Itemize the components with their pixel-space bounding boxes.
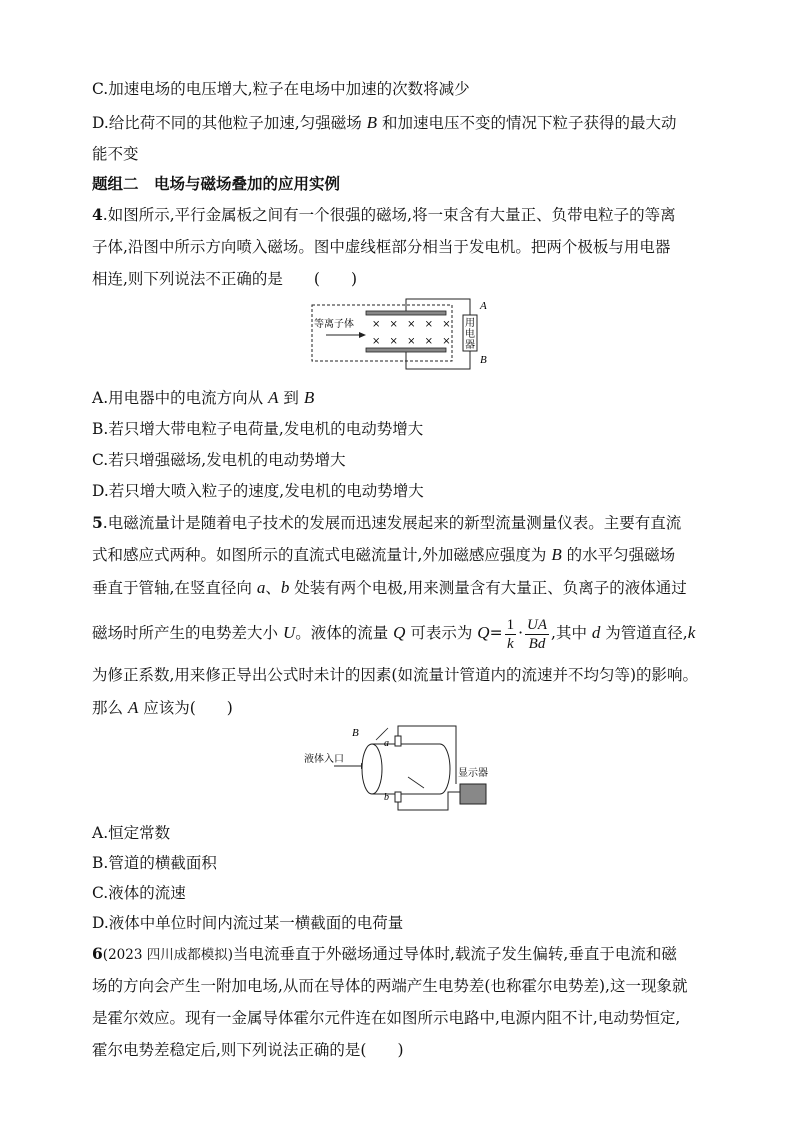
display-label: 显示器 bbox=[458, 768, 488, 779]
q4-option-d: D.若只增大喷入粒子的速度,发电机的电动势增大 bbox=[92, 482, 424, 500]
q5-line1: 5.电磁流量计是随着电子技术的发展而迅速发展起来的新型流量测量仪表。主要有直流 bbox=[92, 513, 682, 532]
top-plate bbox=[366, 311, 446, 315]
display-meter-box bbox=[460, 784, 486, 804]
plasma-label: 等离子体 bbox=[314, 319, 354, 330]
magnetic-field-marks-row1: × × × × × bbox=[372, 319, 454, 330]
q4-option-b: B.若只增大带电粒子电荷量,发电机的电动势增大 bbox=[92, 420, 424, 438]
q3-option-c: C.加速电场的电压增大,粒子在电场中加速的次数将减少 bbox=[92, 80, 470, 98]
electrode-a bbox=[395, 736, 401, 746]
fraction-1-over-k: $\frac{1}{k}$ bbox=[506, 616, 515, 652]
q5-option-d: D.液体中单位时间内流过某一横截面的电荷量 bbox=[92, 914, 404, 932]
magnetic-field-marks-row2: × × × × × bbox=[372, 336, 454, 347]
q5-line2: 式和感应式两种。如图所示的直流式电磁流量计,外加磁感应强度为 B 的水平匀强磁场 bbox=[92, 545, 676, 564]
q5-line3: 垂直于管轴,在竖直径向 a、b 处装有两个电极,用来测量含有大量正、负离子的液体通过 bbox=[92, 578, 687, 597]
q4-plasma-generator-figure bbox=[300, 293, 500, 380]
q5-line4-formula: 磁场时所产生的电势差大小 U。液体的流量 Q 可表示为 Q= $\frac{1}{k}$ · $\frac{UA}{Bd}$ ,其中 d 为管道直径,k bbox=[92, 616, 696, 652]
q3-option-d-line1: D.给比荷不同的其他粒子加速,匀强磁场 B 和加速电压不变的情况下粒子获得的最大动 bbox=[92, 113, 677, 132]
q5-option-a: A.恒定常数 bbox=[92, 824, 171, 842]
q4-option-c: C.若只增强磁场,发电机的电动势增大 bbox=[92, 451, 346, 469]
electrode-a-label: a bbox=[384, 738, 389, 749]
electrode-b bbox=[395, 792, 401, 802]
q6-line2: 场的方向会产生一附加电场,从而在导体的两端产生电势差(也称霍尔电势差),这一现象就 bbox=[92, 977, 688, 995]
wire-a bbox=[398, 726, 456, 784]
fraction-ua-over-bd: $\frac{UA}{Bd}$ bbox=[527, 616, 548, 652]
liquid-inlet-label: 液体入口 bbox=[304, 754, 344, 765]
electrode-b-label: b bbox=[384, 792, 389, 803]
pipe-back-end bbox=[440, 744, 450, 794]
device-char-3: 器 bbox=[465, 340, 475, 351]
section-heading: 题组二 电场与磁场叠加的应用实例 bbox=[92, 174, 341, 193]
q5-line6: 那么 A 应该为( ) bbox=[92, 698, 233, 717]
terminal-a-label: A bbox=[480, 300, 487, 312]
wire-b bbox=[398, 792, 460, 810]
q5-option-b: B.管道的横截面积 bbox=[92, 854, 217, 872]
q3-option-d-line2: 能不变 bbox=[92, 145, 139, 163]
q5-line5: 为修正系数,用来修正导出公式时未计的因素(如流量计管道内的流速并不均匀等)的影响。 bbox=[92, 666, 699, 684]
q5-flowmeter-figure bbox=[300, 722, 500, 814]
q6-line4: 霍尔电势差稳定后,则下列说法正确的是( ) bbox=[92, 1041, 404, 1059]
q4-line3: 相连,则下列说法不正确的是 ( ) bbox=[92, 270, 358, 288]
q4-line2: 子体,沿图中所示方向喷入磁场。图中虚线框部分相当于发电机。把两个极板与用电器 bbox=[92, 238, 671, 256]
bottom-plate bbox=[366, 348, 446, 352]
field-b-label: B bbox=[352, 727, 359, 739]
pipe-section-mark bbox=[408, 777, 424, 788]
pipe-front-end bbox=[362, 744, 382, 794]
plasma-arrow-head bbox=[359, 332, 366, 338]
q6-line1: 6(2023 四川成都模拟)当电流垂直于外磁场通过导体时,载流子发生偏转,垂直于电流和磁 bbox=[92, 944, 677, 963]
terminal-b-label: B bbox=[480, 354, 487, 366]
device-char-2: 电 bbox=[465, 329, 475, 340]
bottom-wire bbox=[406, 351, 470, 369]
q5-option-c: C.液体的流速 bbox=[92, 884, 186, 902]
q4-option-a: A.用电器中的电流方向从 A 到 B bbox=[92, 388, 315, 407]
device-char-1: 用 bbox=[465, 318, 475, 329]
q6-line3: 是霍尔效应。现有一金属导体霍尔元件连在如图所示电路中,电源内阻不计,电动势恒定, bbox=[92, 1009, 681, 1027]
q4-line1: 4.如图所示,平行金属板之间有一个很强的磁场,将一束含有大量正、负带电粒子的等离 bbox=[92, 205, 676, 224]
